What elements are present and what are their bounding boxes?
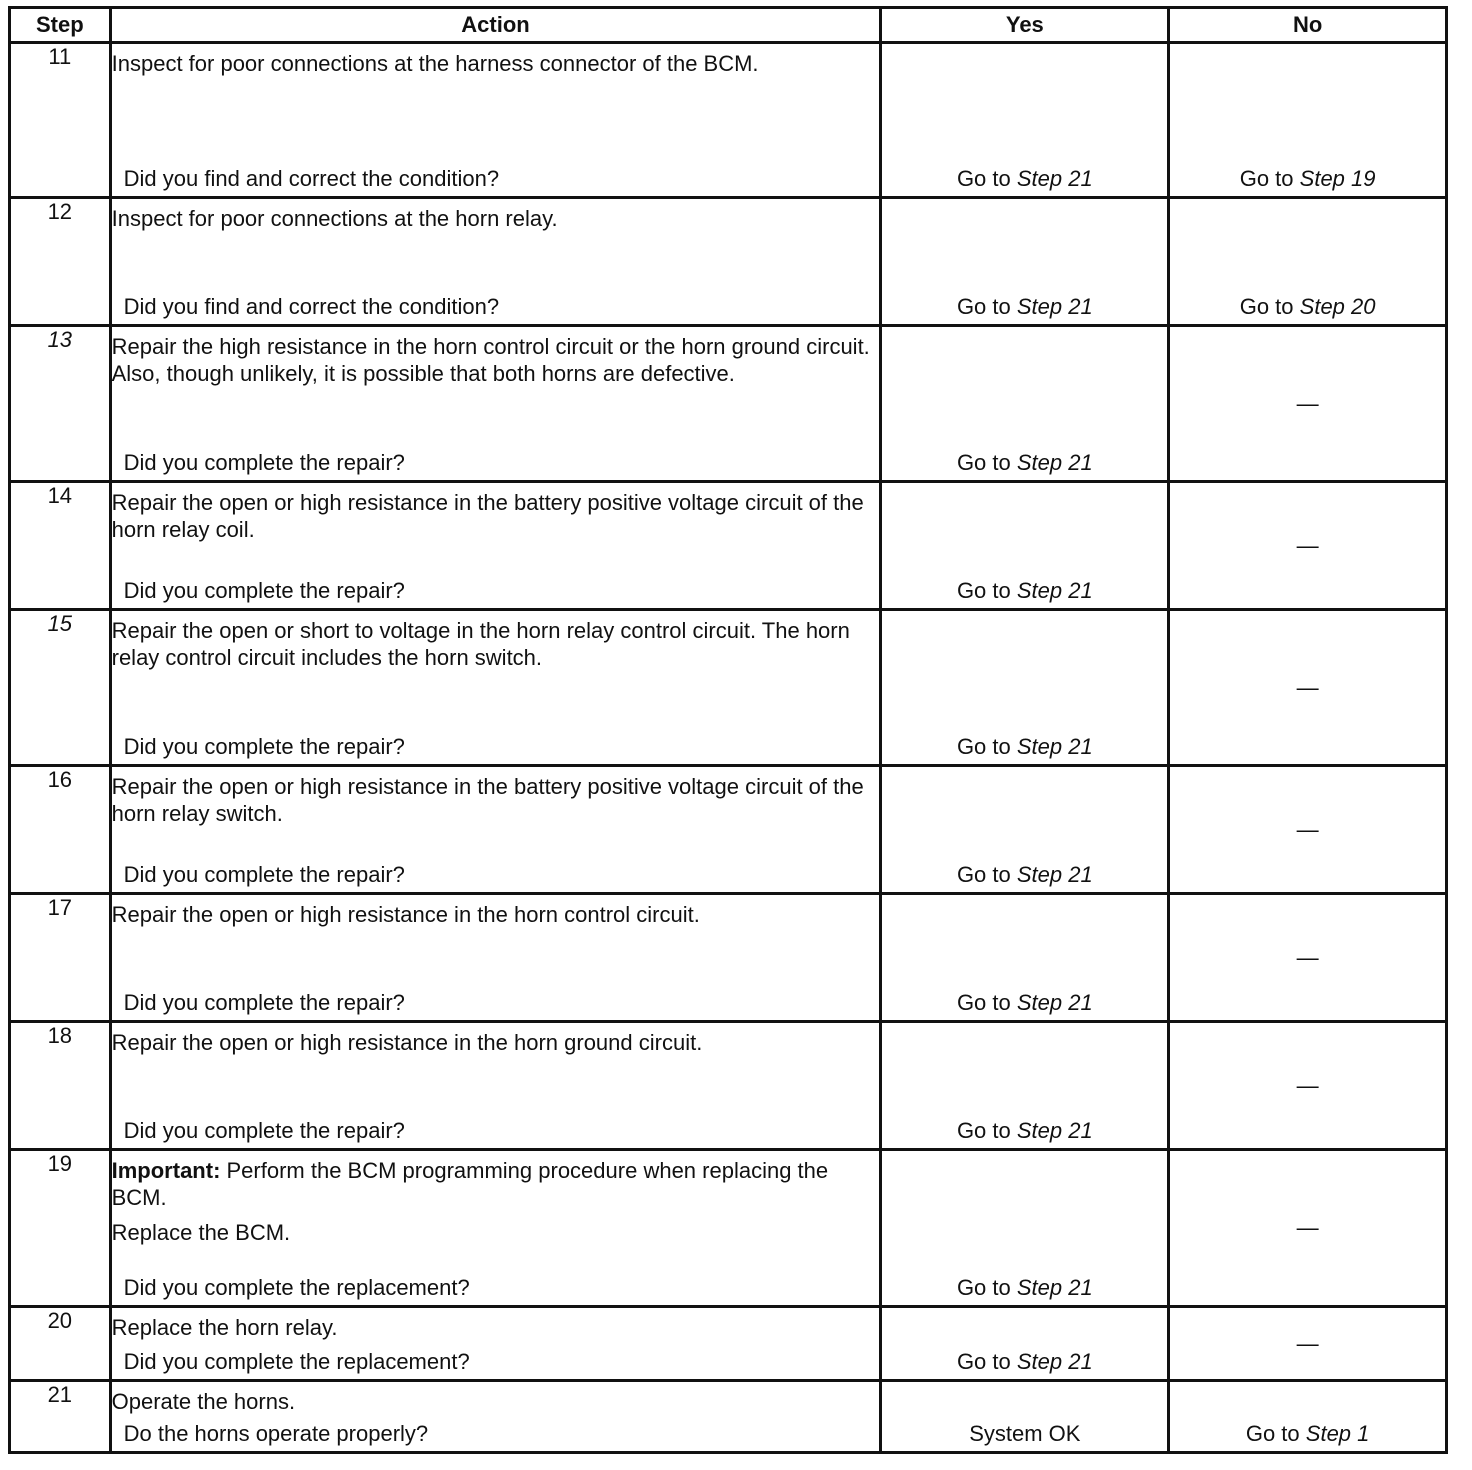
yes-prefix: Go to: [956, 1275, 1011, 1300]
action-question: Did you find and correct the condition?: [123, 294, 500, 319]
no-cell: [1169, 766, 1447, 894]
no-cell: [1169, 326, 1447, 482]
action-cell: [110, 43, 881, 198]
yes-step-link[interactable]: Step 21: [1016, 1349, 1093, 1374]
yes-prefix: Go to: [956, 1349, 1011, 1374]
no-cell: [1169, 1381, 1447, 1453]
action-question: Did you complete the repair?: [123, 862, 405, 887]
step-number: 13: [10, 326, 111, 482]
no-cell: [1169, 1022, 1447, 1150]
action-text: Replace the horn relay.: [111, 1315, 338, 1340]
yes-step-link[interactable]: Step 21: [1016, 578, 1093, 603]
yes-prefix: Go to: [956, 734, 1011, 759]
yes-step-link[interactable]: Step 21: [1016, 1275, 1093, 1300]
action-cell: [110, 1307, 881, 1381]
yes-cell: [881, 43, 1169, 198]
table-row: [10, 894, 1447, 1022]
yes-cell: [881, 326, 1169, 482]
table-row: [10, 1307, 1447, 1381]
yes-cell: [881, 1150, 1169, 1307]
table-row: [10, 1381, 1447, 1453]
yes-cell: [881, 1381, 1169, 1453]
yes-prefix: Go to: [956, 450, 1011, 475]
action-cell: [110, 610, 881, 766]
diagnostic-table: [8, 6, 1448, 1454]
action-question: Did you complete the repair?: [123, 1118, 405, 1143]
no-cell: [1169, 43, 1447, 198]
step-number: 20: [10, 1307, 111, 1381]
not-applicable-dash: —: [1296, 1072, 1319, 1098]
no-cell: [1169, 1307, 1447, 1381]
yes-step-link[interactable]: Step 21: [1016, 990, 1093, 1015]
yes-prefix: Go to: [956, 1118, 1011, 1143]
yes-step-link[interactable]: Step 21: [1016, 166, 1093, 191]
action-text: Inspect for poor connections at the horn relay.: [111, 206, 558, 231]
no-cell: [1169, 894, 1447, 1022]
action-question: Did you complete the repair?: [123, 990, 405, 1015]
header-no: No: [1169, 8, 1447, 43]
yes-cell: [881, 894, 1169, 1022]
not-applicable-dash: —: [1296, 674, 1319, 700]
yes-step-link[interactable]: Step 21: [1016, 734, 1093, 759]
header-action: Action: [110, 8, 881, 43]
table-row: [10, 198, 1447, 326]
action-question: Did you complete the replacement?: [123, 1349, 470, 1374]
yes-cell: [881, 1307, 1169, 1381]
table-row: [10, 482, 1447, 610]
step-number: 14: [10, 482, 111, 610]
action-text: Repair the open or high resistance in the battery positive voltage circuit of the horn relay switch.: [111, 774, 864, 826]
not-applicable-dash: —: [1296, 944, 1319, 970]
no-step-link[interactable]: Step 19: [1299, 166, 1376, 191]
no-cell: [1169, 1150, 1447, 1307]
yes-step-link[interactable]: Step 21: [1016, 294, 1093, 319]
action-cell: [110, 894, 881, 1022]
table-row: [10, 326, 1447, 482]
yes-prefix: Go to: [956, 166, 1011, 191]
action-text: Operate the horns.: [111, 1389, 296, 1414]
yes-prefix: Go to: [956, 862, 1011, 887]
not-applicable-dash: —: [1296, 816, 1319, 842]
yes-prefix: Go to: [956, 990, 1011, 1015]
no-cell: [1169, 198, 1447, 326]
action-text: Repair the open or short to voltage in the horn relay control circuit. The horn relay control circuit includes the horn switch.: [111, 618, 850, 670]
step-number: 16: [10, 766, 111, 894]
table-row: [10, 610, 1447, 766]
yes-step-link[interactable]: Step 21: [1016, 450, 1093, 475]
yes-cell: [881, 482, 1169, 610]
step-number: 21: [10, 1381, 111, 1453]
no-cell: [1169, 482, 1447, 610]
action-question: Do the horns operate properly?: [123, 1421, 429, 1446]
important-label: Important:: [111, 1158, 221, 1183]
action-cell: [110, 482, 881, 610]
header-row: [10, 8, 1447, 43]
action-text: Replace the BCM.: [111, 1220, 291, 1245]
no-prefix: Go to: [1239, 294, 1294, 319]
important-note: [112, 1157, 880, 1211]
not-applicable-dash: —: [1296, 532, 1319, 558]
yes-prefix: Go to: [956, 578, 1011, 603]
not-applicable-dash: —: [1296, 1215, 1319, 1240]
step-number: 19: [10, 1150, 111, 1307]
yes-cell: [881, 198, 1169, 326]
yes-cell: [881, 610, 1169, 766]
not-applicable-dash: —: [1296, 1330, 1319, 1356]
step-number: 12: [10, 198, 111, 326]
action-question: Did you find and correct the condition?: [123, 166, 500, 191]
table-row: [10, 1150, 1447, 1307]
important-text: Perform the BCM programming procedure when replacing the BCM.: [111, 1158, 829, 1210]
action-question: Did you complete the replacement?: [123, 1275, 470, 1300]
step-number: 11: [10, 43, 111, 198]
action-text: Inspect for poor connections at the harness connector of the BCM.: [111, 51, 759, 76]
action-cell: [110, 1381, 881, 1453]
yes-step-link[interactable]: Step 21: [1016, 862, 1093, 887]
action-text: Repair the open or high resistance in the horn ground circuit.: [111, 1030, 703, 1055]
step-number: 18: [10, 1022, 111, 1150]
action-cell: [110, 1150, 881, 1307]
no-prefix: Go to: [1245, 1421, 1300, 1446]
yes-cell: [881, 766, 1169, 894]
action-cell: [110, 326, 881, 482]
yes-prefix: Go to: [956, 294, 1011, 319]
action-cell: [110, 198, 881, 326]
table-row: [10, 43, 1447, 198]
action-text: Repair the high resistance in the horn control circuit or the horn ground circuit. Also, though unlikely, it is possible that both horns are defective.: [111, 334, 870, 386]
step-number: 15: [10, 610, 111, 766]
header-step: Step: [10, 8, 111, 43]
yes-step-link[interactable]: Step 21: [1016, 1118, 1093, 1143]
action-text: Repair the open or high resistance in the horn control circuit.: [111, 902, 700, 927]
no-step-link[interactable]: Step 20: [1299, 294, 1376, 319]
action-cell: [110, 1022, 881, 1150]
action-question: Did you complete the repair?: [123, 578, 405, 603]
action-cell: [110, 766, 881, 894]
action-question: Did you complete the repair?: [123, 450, 405, 475]
table-row: [10, 766, 1447, 894]
yes-result: System OK: [969, 1421, 1081, 1446]
yes-cell: [881, 1022, 1169, 1150]
table-row: [10, 1022, 1447, 1150]
not-applicable-dash: —: [1296, 390, 1319, 416]
no-step-link[interactable]: Step 1: [1305, 1421, 1370, 1446]
header-yes: Yes: [881, 8, 1169, 43]
no-cell: [1169, 610, 1447, 766]
step-number: 17: [10, 894, 111, 1022]
action-text: Repair the open or high resistance in the battery positive voltage circuit of the horn relay coil.: [111, 490, 864, 542]
action-question: Did you complete the repair?: [123, 734, 405, 759]
no-prefix: Go to: [1239, 166, 1294, 191]
